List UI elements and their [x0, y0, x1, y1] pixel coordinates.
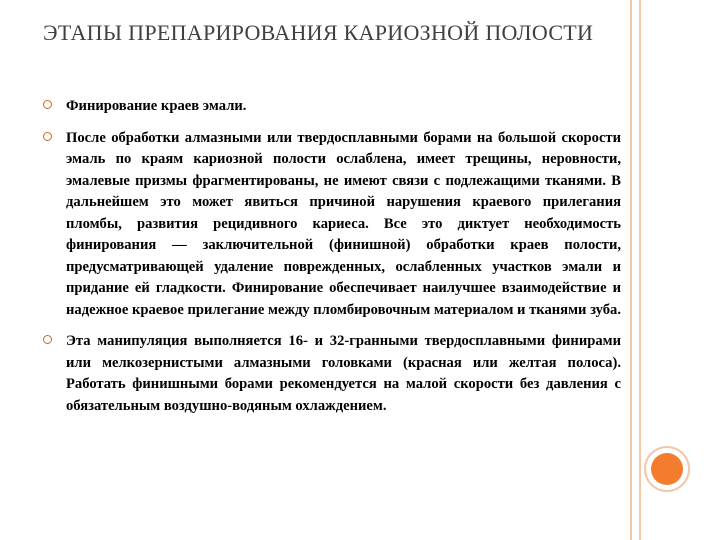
bullet-list — [43, 96, 621, 417]
bullet-text: После обработки алмазными или твердосплавными борами на большой скорости эмаль по краям кариозной полости ослаблена, имеет трещины, неровности, эмалевые призмы фрагментированы, не имеют связи с подлежащими тканями. В дальнейшем это может явиться причиной нарушения краевого прилегания пломбы, развития рецидивного кариеса. Все это диктует необходимость финирования — заключительной (финишной) обработки краев полости, предусматривающей удаление поврежденных, ослабленных участков эмали и придание ей гладкости. Финирование обеспечивает наилучшее взаимодействие и надежное краевое прилегание между пломбировочным материалом и тканями зуба. — [66, 129, 621, 318]
bullet-text: Эта манипуляция выполняется 16- и 32-гранными твердосплавными финирами или мелкозернистыми алмазными головками (красная или желтая полоса). Работать финишными борами рекомендуется на малой скорости без давления с обязательным воздушно-водяным охлаждением. — [66, 333, 621, 414]
bullet-item — [43, 96, 621, 118]
slide-title: ЭТАПЫ ПРЕПАРИРОВАНИЯ КАРИОЗНОЙ ПОЛОСТИ — [43, 20, 594, 45]
bullet-item — [43, 331, 621, 417]
bullet-circle-icon — [43, 132, 52, 141]
bullet-circle-icon — [43, 335, 52, 344]
decorative-frame-line — [630, 0, 641, 540]
decorative-circle — [644, 446, 690, 492]
bullet-text: Финирование краев эмали. — [66, 98, 247, 114]
bullet-circle-icon — [43, 100, 52, 109]
bullet-item — [43, 128, 621, 322]
